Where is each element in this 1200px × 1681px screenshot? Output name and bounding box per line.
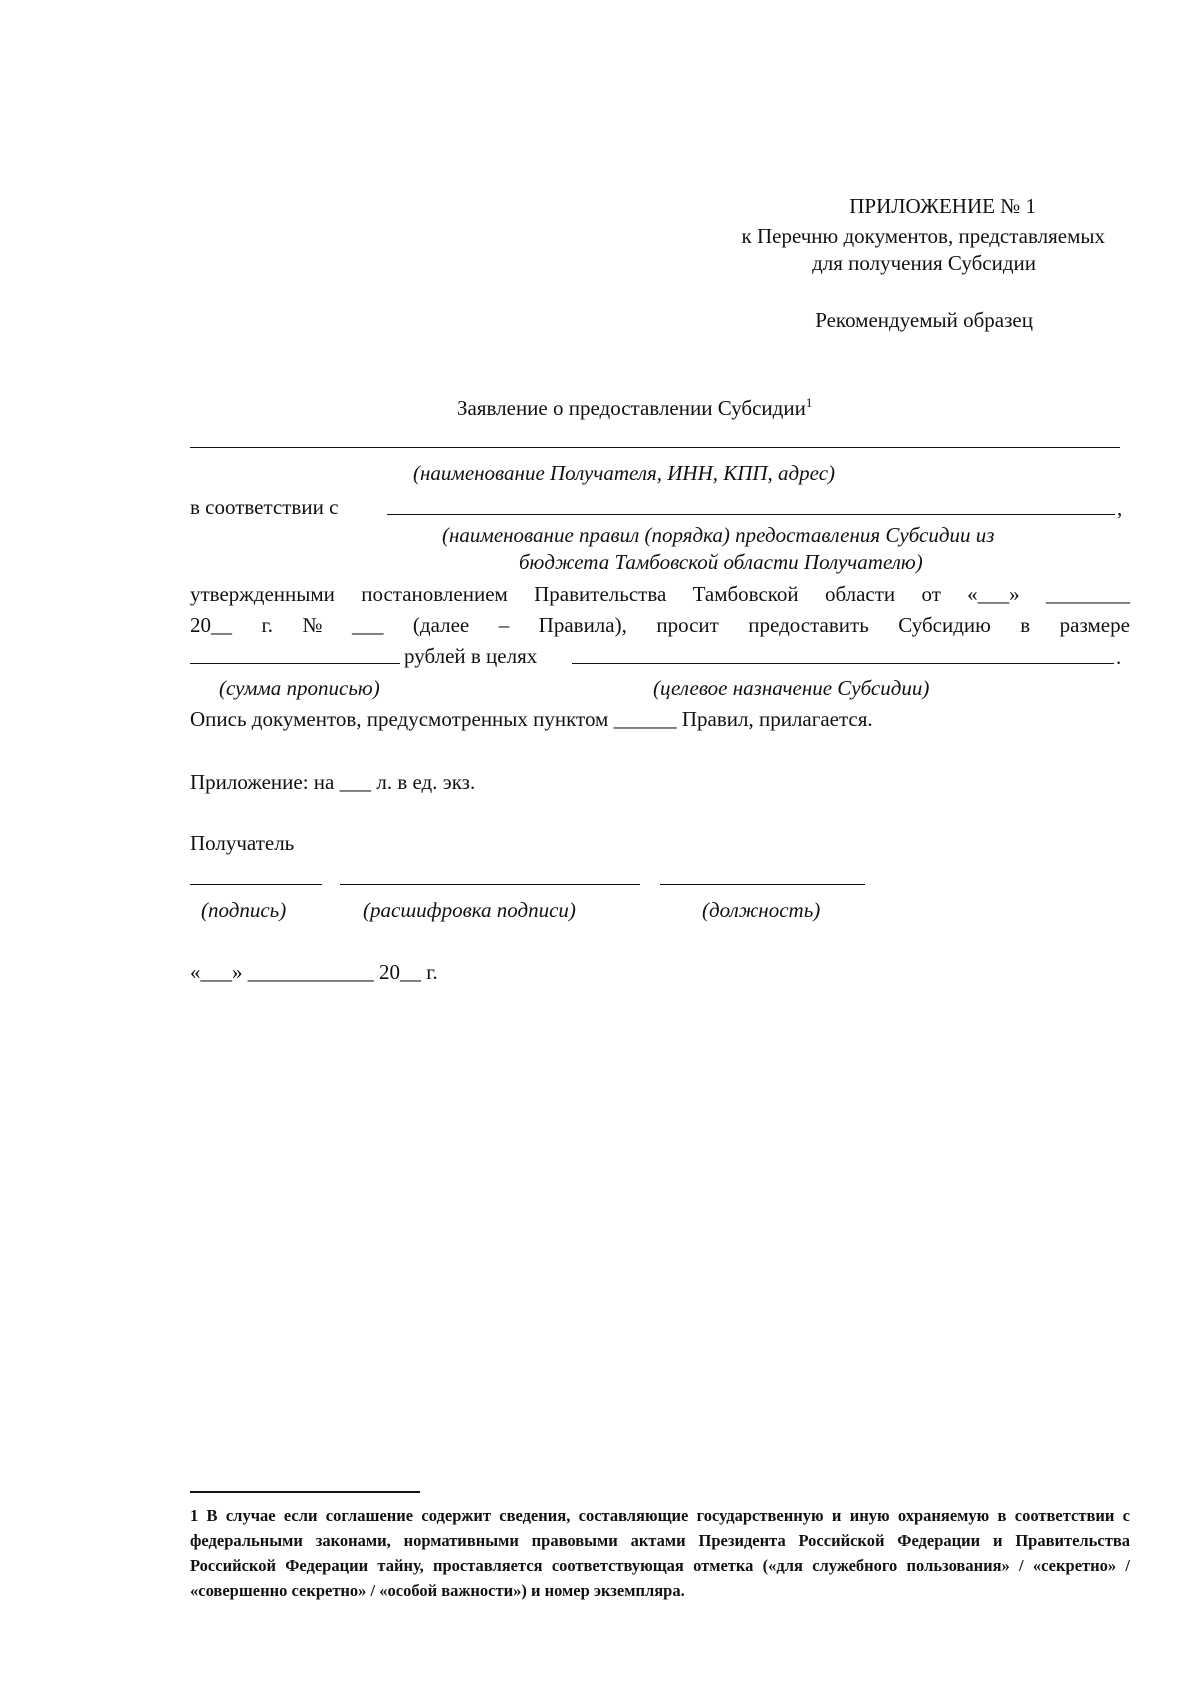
attachment-text: Приложение: на ___ л. в ед. экз. xyxy=(190,770,476,794)
approved-word: области xyxy=(824,582,896,606)
position-blank-line xyxy=(660,884,865,885)
approved-word: Правительства xyxy=(534,582,667,606)
date-line: «___» ____________ 20__ г. xyxy=(190,960,438,984)
year-word: просит xyxy=(656,613,719,637)
amount-caption: (сумма прописью) xyxy=(219,676,380,700)
approved-word: Тамбовской xyxy=(692,582,799,606)
inventory-text: Опись документов, предусмотренных пунктом ______ Правил, прилагается. xyxy=(190,707,873,731)
appendix-subtitle-line-2: для получения Субсидии xyxy=(812,251,1036,275)
year-word: в xyxy=(1020,613,1031,637)
recipient-blank-line xyxy=(190,447,1120,448)
rules-blank-line xyxy=(387,514,1115,515)
approved-line xyxy=(190,584,1130,605)
year-word: (далее xyxy=(412,613,470,637)
year-word: – xyxy=(498,613,510,637)
year-line xyxy=(190,615,1130,636)
purpose-blank-line xyxy=(572,663,1114,664)
title-footnote-ref: 1 xyxy=(805,395,813,410)
appendix-subtitle-line-1: к Перечню документов, представляемых xyxy=(741,224,1105,248)
approved-word: утвержденными xyxy=(190,582,335,606)
rules-caption-line-1: (наименование правил (порядка) предоставления Субсидии из xyxy=(442,523,995,547)
approved-word: ________ xyxy=(1045,582,1130,606)
footnote-separator xyxy=(190,1491,420,1493)
document-title-text: Заявление о предоставлении Субсидии xyxy=(457,396,806,420)
year-word: г. xyxy=(261,613,273,637)
purpose-caption: (целевое назначение Субсидии) xyxy=(653,676,930,700)
rubles-period: . xyxy=(1116,645,1122,669)
position-caption: (должность) xyxy=(702,898,821,922)
rubles-label: рублей в целях xyxy=(404,644,538,668)
signature-blank-line xyxy=(190,884,322,885)
year-word: ___ xyxy=(351,613,384,637)
accordance-comma: , xyxy=(1117,496,1123,520)
year-word: 20__ xyxy=(190,613,232,637)
year-word: № xyxy=(302,613,323,637)
signature-decoding-caption: (расшифровка подписи) xyxy=(363,898,576,922)
signature-caption: (подпись) xyxy=(201,898,287,922)
document-title xyxy=(457,395,813,420)
year-word: размере xyxy=(1059,613,1130,637)
rules-caption-line-2: бюджета Тамбовской области Получателю) xyxy=(519,550,923,574)
year-word: Правила), xyxy=(538,613,627,637)
accordance-label: в соответствии с xyxy=(190,495,339,519)
footnote-text: 1 В случае если соглашение содержит сведения, составляющие государственную и иную охраняемую в соответствии с федеральными законами, нормативными правовыми актами Президента Российской Федерации и Правительства Российской Федерации тайну, проставляется соответствующая отметка («для служебного пользования» / «секретно» / «совершенно секретно» / «особой важности») и номер экземпляра. xyxy=(190,1506,1130,1600)
year-word: предоставить xyxy=(748,613,869,637)
year-word: Субсидию xyxy=(898,613,991,637)
recipient-caption: (наименование Получателя, ИНН, КПП, адрес) xyxy=(413,461,836,485)
signature-decoding-blank-line xyxy=(340,884,640,885)
recipient-label: Получатель xyxy=(190,831,295,855)
approved-word: «___» xyxy=(967,582,1020,606)
amount-blank-line xyxy=(190,663,400,664)
approved-word: постановлением xyxy=(361,582,508,606)
sample-note: Рекомендуемый образец xyxy=(815,308,1033,332)
appendix-title: ПРИЛОЖЕНИЕ № 1 xyxy=(849,194,1036,218)
approved-word: от xyxy=(921,582,941,606)
